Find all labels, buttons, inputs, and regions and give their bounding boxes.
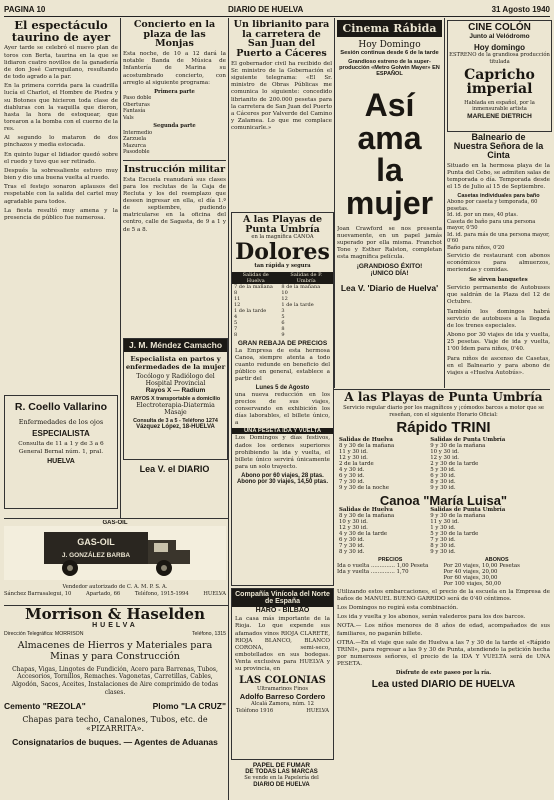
ad-city: HUELVA bbox=[306, 707, 329, 714]
list-item: Id. id. por un mes, 40 ptas. bbox=[447, 212, 518, 219]
paragraph: Ayer tarde se celebró el nuevo plan de toros con Berta, taurina en la que se lidiaron cuatro novillos de la ganadería de don José Carreguilano, resultando de todo agrado a la par. bbox=[4, 45, 118, 81]
truck-sign: J. GONZÁLEZ BARBA bbox=[61, 552, 131, 559]
program-item: Pasodoble bbox=[123, 149, 150, 156]
ad-line: Junto al Velódromo bbox=[469, 33, 530, 41]
ad-city: HUELVA bbox=[47, 457, 75, 465]
program-item: Oberturas bbox=[123, 101, 150, 108]
paragraph: Los ida y vuelta y los abonos, serán valederos para los dos barcos. bbox=[337, 614, 526, 621]
abono-item: Por 20 viajes, 10,00 Pesetas bbox=[443, 562, 520, 569]
program-item: Vals bbox=[123, 114, 134, 121]
ad-line: Almacenes de Hierros y Materiales para Minas y para Construcción bbox=[17, 639, 213, 662]
price-item: Ida y vuelta .............. 1,70 bbox=[337, 568, 409, 575]
boat-name: Canoa "María Luisa" bbox=[379, 492, 508, 508]
ad-line: Alcalá Zamora, núm. 12 bbox=[251, 701, 314, 708]
paragraph: una nueva reducción en los precios de sus viajes, conservando en exhibición los días laborables, el billete único, a bbox=[235, 391, 330, 427]
ad-price: UNA PESETA IDA Y VUELTA bbox=[232, 428, 333, 434]
ad-head: A las Playas de Punta Umbría bbox=[242, 214, 323, 235]
paragraph: Servicio de restaurant con abonos económicos para almuerzos, meriendas y comidas. bbox=[447, 253, 550, 274]
ad-line: Hoy domingo bbox=[473, 43, 526, 53]
ad-apartado: Apartado, 66 bbox=[86, 590, 121, 597]
ad-line: Chapas, Vigas, Lingotes de Fundición, Acero para Barrenas, Tubos, Accesorios, Tornillos, Remaches. Vagonetas, Carretillas, Cables, Algodón, Sacos, Aceites, Instalaciones de Aire comprimido de todas clases. bbox=[11, 665, 219, 697]
ad-head: Balneario de bbox=[471, 133, 526, 142]
ad-coello bbox=[4, 395, 118, 509]
film-title: Capricho imperial bbox=[464, 67, 535, 98]
paragraph: El gobernador civil ha recibido del Sr. ministro de la Gobernación el siguiente telegrama: «El Sr. ministro de Obras Públicas me comunica lo siguiente: concedido librianito de 200.000 pesetas para la carretera de San Juan del Puerto a Cáceres por Valverde del Camino y Zalamea. Lo que me complace comunicarle.» bbox=[231, 60, 332, 132]
schedule-table: Salidas de Huelva Salidas de Punta Umbría 8 y 30 de la mañana 9 y 30 de la mañana 11 y 30 id. 10 y 30 id. 12 y 30 id. 12 y 30 id. 2 de la tarde 2 y 30 de la tarde 4 y 30 id. 5 y 30 id. 6 y 30 id. 6 y 30 id. 7 y 30 id. 8 y 30 id. 9 y 30 de la noche 9 y 30 id. bbox=[339, 436, 506, 491]
paragraph: Situado en la hermosa playa de la Punta del Cebo, se admiten salas de temporada o día. Temporada desde el 15 de Julio al 15 de Septiembre. bbox=[447, 162, 550, 190]
ad-cine-colon bbox=[447, 20, 552, 132]
ad-line: ¡GRANDIOSO ÉXITO! bbox=[356, 263, 423, 271]
program-item: Intermedio bbox=[123, 129, 153, 136]
paragraph: Esta noche, de 10 a 12 dará la notable Banda de Música de Infantería de Marina su acostumbrado concierto, con arreglo al siguiente programa: bbox=[123, 51, 226, 86]
ad-store: LAS COLONIAS bbox=[239, 674, 326, 686]
ad-line: Consulta de 11 a 1 y de 3 a 6 bbox=[18, 440, 104, 447]
ad-line: Masaje bbox=[164, 408, 187, 416]
ad-line: RAYOS X transportable a domicilio bbox=[130, 395, 221, 402]
ad-line: Lunes 5 de Agosto bbox=[255, 384, 310, 391]
ad-line: Hablada en español, por la inmensurable artista bbox=[464, 99, 535, 113]
ad-line: Ultramarinos Finos bbox=[257, 685, 308, 692]
ad-telegraph: Dirección Telegráfica: MORRISON bbox=[4, 631, 84, 638]
ad-line: Vendedor autorizado de C. A. M. P. S. A. bbox=[62, 584, 168, 590]
paragraph: Los Domingos no regirá esta combinación. bbox=[337, 605, 459, 612]
cinema-name: Rábida bbox=[393, 22, 437, 35]
truck-icon bbox=[4, 526, 226, 580]
program-item: Zarzuela bbox=[123, 136, 147, 143]
ad-dolores bbox=[231, 212, 334, 586]
ad-line: Casetas individuales para baño bbox=[457, 193, 540, 200]
ad-head: GAS-OIL bbox=[102, 520, 128, 526]
paragraph: Después la sobresaliente estuvo muy bien y dio una buena vuelta al ruedo. bbox=[4, 167, 118, 182]
ad-line: Consulta de 3 a 5 - Teléfono 1274 bbox=[133, 417, 218, 424]
paragraph: La fiesta resultó muy amena y la presencia de público fue numerosa. bbox=[4, 207, 118, 221]
paragraph: También los domingos habrá servicio de autobuses a la llegada de los trenes especiales. bbox=[447, 308, 550, 329]
boat-name: Dolores bbox=[235, 238, 330, 265]
ad-line: Consignatarios de buques. — Agentes de Aduanas bbox=[12, 736, 218, 747]
ad-sub: en la magnífica CANOA bbox=[251, 234, 314, 241]
list-item: Caseta de baño para una persona mayor, 0'50 bbox=[447, 218, 536, 232]
paragraph: Joan Crawford se nos presenta nuevamente, en un papel jamás superado por ella misma. Franchot Tone y Esther Ralston, completan esta magnífica película. bbox=[337, 225, 442, 261]
ad-line: ESTRENO de la grandiosa producción titulada bbox=[449, 52, 550, 65]
ad-line: Enfermedades de los ojos bbox=[18, 417, 104, 426]
ad-line: ESPECIALISTA bbox=[32, 428, 90, 438]
ad-sub: Servicio regular diario por los magníficos y ¡cómodos barcos a motor que se reseñan, con el siguiente Horario Oficial: bbox=[343, 405, 544, 418]
ad-phone: Teléfono, 1915-1994 bbox=[134, 590, 189, 597]
ad-line: Tocólogo y Radiólogo del Hospital Provincial bbox=[136, 372, 215, 387]
list-item: Baño para niños, 0'20 bbox=[447, 244, 505, 251]
lea-diario: Lea V. 'Diario de Huelva' bbox=[340, 283, 439, 294]
abono-item: Por 60 viajes, 30,00 bbox=[443, 574, 498, 581]
masthead: DIARIO DE HUELVA bbox=[228, 5, 304, 14]
ad-line: MARLENE DIETRICH bbox=[467, 112, 532, 120]
ad-line: ¡UNICO DÍA! bbox=[370, 270, 409, 278]
page-header bbox=[4, 2, 550, 17]
ad-line: Especialista en partos y enfermedades de la mujer bbox=[125, 354, 226, 371]
ad-line: Se sirven banquetes bbox=[469, 276, 528, 283]
cinema-label: Cinema bbox=[342, 22, 390, 35]
paragraph: Los Domingos y días festivos, dados los ordenes superiores prohibiendo la ida y vuelta, el billete único servirá únicamente para un solo trayecto. bbox=[235, 435, 330, 470]
schedule-table: Salidas de Huelva Salidas de Punta Umbría 8 y 30 de la mañana 9 y 30 de la mañana 10 y 30 id. 11 y 30 id. 12 y 30 id. 1 y 30 id. 4 y 30 de la tarde 5 y 30 de la tarde 6 y 30 id. 7 y 30 id. 7 y 30 id. 8 y 30 id. 8 y 30 id. 9 y 30 id. bbox=[339, 506, 506, 555]
program-item: Fantasía bbox=[123, 108, 146, 115]
cinema-name: CINE COLÓN bbox=[468, 22, 531, 33]
column-concert bbox=[123, 20, 226, 250]
ad-head: A las Playas de Punta Umbría bbox=[344, 391, 543, 404]
paragraph: En quinto lugar el lidiador quedó sobre el ruedo y tuvo que ser retirado. bbox=[4, 151, 118, 165]
ad-city: HUELVA bbox=[203, 590, 226, 597]
ad-balneario bbox=[447, 133, 550, 388]
column-bullfight bbox=[4, 20, 118, 380]
article-title: Concierto en la plaza de las Monjas bbox=[133, 20, 216, 50]
ad-mendez bbox=[123, 338, 228, 460]
ad-price: Abono por 30 viajes, 14,50 ptas. bbox=[236, 479, 329, 486]
ad-line: Chapas para techo, Canalones, Tubos, etc. de «PIZARRITA». bbox=[22, 714, 208, 733]
abono-item: Por 100 viajes, 50,00 bbox=[443, 580, 501, 587]
ad-line: Adolfo Barreso Cordero bbox=[239, 692, 326, 702]
ad-line: Rayos X — Radium bbox=[145, 386, 206, 394]
article-title: Un librianito para la carretera de San Juan del Puerto a Cáceres bbox=[233, 20, 330, 60]
ad-line: HARO - BILBAO bbox=[255, 607, 310, 615]
ad-line: Hoy Domingo bbox=[358, 40, 421, 50]
film-title: mujer bbox=[345, 184, 434, 221]
page-date: 31 Agosto 1940 bbox=[491, 5, 550, 14]
ad-tag: tan rápida y segura bbox=[254, 263, 311, 270]
ad-line: Disfrute de este paseo por la ría. bbox=[395, 670, 492, 677]
ad-phone: Teléfono, 1315 bbox=[191, 631, 226, 638]
ad-cinema-rabida bbox=[337, 20, 442, 390]
lea-diario: Lea usted DIARIO DE HUELVA bbox=[371, 678, 516, 690]
film-title: Así bbox=[364, 87, 415, 123]
ad-product: Plomo "LA CRUZ" bbox=[152, 700, 226, 711]
film-title: la bbox=[376, 152, 403, 189]
paragraph: La Empresa de esta hermosa Canoa, siempre atenta a todo cuanto redunde en beneficio del público en general, establece a partir del bbox=[235, 347, 330, 383]
paragraph: Servicio permanente de Autobuses que saldrán de la Plaza del 12 de Octubre. bbox=[447, 285, 550, 306]
ad-name: Nuestra Señora de la Cinta bbox=[453, 141, 544, 161]
abono-item: Por 40 viajes, 20,00 bbox=[443, 568, 498, 575]
prices-head: PRECIOS bbox=[378, 556, 403, 563]
paragraph: Al segundo lo mataron de dos pinchazos y media estocada. bbox=[4, 135, 118, 149]
article-title: Instrucción militar bbox=[123, 163, 226, 175]
ad-name: Compañía Vinícola del Norte de España bbox=[232, 589, 333, 607]
paragraph: OTRA.—En el viaje que sale de Huelva a las 7 y 30 de la tarde el «Rápido TRINI», para regresar a las 9 y 30 de Punta, atendiendo la petición hecha por numerosos señores, el precio de la IDA Y VUELTA será de UNA PESETA. bbox=[337, 639, 550, 668]
ad-compania bbox=[231, 588, 334, 760]
ad-name: J. M. Méndez Camacho bbox=[124, 339, 227, 352]
paragraph: Utilizando estos embarcaciones, el precio de la escuela en la Empresa de baños de MANUEL BUENO GARRIDO será de 0'40 céntimos. bbox=[337, 588, 550, 602]
truck-sign: GAS-OIL bbox=[77, 537, 115, 547]
ad-line: GRAN REBAJA DE PRECIOS bbox=[237, 339, 328, 347]
paragraph: Para niños de ascenso de Casetas, en el Balneario y para abono de viajes a «Huelva Autobús». bbox=[447, 355, 550, 376]
ad-line: Sesión continua desde 6 de la tarde bbox=[340, 50, 439, 56]
paragraph: Tras el festejo sonaron aplausos del respetable con la salida del cartel muy agradable para todos. bbox=[4, 184, 118, 205]
price-item: Ida o vuelta .............. 1,00 Peseta bbox=[337, 562, 429, 569]
schedule-table: Salidas de Huelva Salidas de P. Umbría 7 de la mañana 8 de la mañana 8 10 11 12 12 1 de la tarde 1 de la tarde 3 4 5 5 6 7 8 8 9 bbox=[232, 272, 333, 338]
paragraph: Abono por 30 viajes de ida y vuelta, 25 pesetas. Viaje de ida y vuelta, 1'00 Ídem para niños, 0'40. bbox=[447, 332, 550, 353]
article-title: El espectáculo taurino de ayer bbox=[11, 20, 111, 44]
ad-name: Morrison & Haselden bbox=[25, 607, 205, 623]
ad-city: HUELVA bbox=[92, 622, 138, 630]
ad-line: Vázquez López, 18-HUELVA bbox=[136, 423, 215, 430]
program-item: Mazurca bbox=[123, 142, 146, 149]
ad-gasoil bbox=[4, 520, 226, 604]
ad-product: Cemento "REZOLA" bbox=[4, 700, 86, 711]
ad-papel: PAPEL DE FUMAR DE TODAS LAS MARCAS Se vende en la Papelería del DIARIO DE HUELVA bbox=[244, 762, 319, 788]
list-item: Id. id. para más de una persona mayor, 0'60 bbox=[447, 231, 550, 245]
paragraph: Esta Escuela reanudará sus clases para los reclutas de la Caja de Recluta y los del reemplazo que deseen ingresar en ella, el día 1.º de septiembre, pudiendo matricularse en la oficina del centro, calle de Sagasta, de 9 a 1 y de 5 a 8. bbox=[123, 176, 226, 233]
ad-line: Electroterapia-Diatermia bbox=[136, 401, 215, 409]
lea-diario: Lea V. el DIARIO bbox=[139, 465, 210, 474]
ad-line: General Bernal núm. 1, pral. bbox=[18, 448, 104, 455]
paragraph: La casa más importante de la Rioja. Lo que expende sus afamados vinos RIOJA CLARETE, RIOJA BLANCO, BLANCO CORONA, semi-seco, embotellados en sus bodegas. Venta exclusiva para HUELVA y su provincia, en bbox=[235, 616, 330, 673]
list-item: Abono por caseta y temporada, 60 pesetas. bbox=[447, 199, 538, 212]
ad-price: Abono por 60 viajes, 28 ptas. bbox=[241, 473, 324, 480]
ad-morrison bbox=[4, 607, 226, 797]
ad-phone: Teléfono 1916 bbox=[236, 707, 274, 714]
page-number: PAGINA 10 bbox=[4, 5, 46, 14]
program-item: Paso doble bbox=[123, 95, 152, 102]
paragraph: En la primera corrida para la cuadrilla lucía el Charlot, el Hombre de Piedra y su Botones que hicieron toda clase de diabluras con la vaquilla que dieron, hasta la hora de estoquear, que torearon a la bomba con el cuerno de la res. bbox=[4, 83, 118, 133]
paragraph: NOTA.— Los niños menores de 8 años de edad, acompañados de sus familiares, no pagarán billete. bbox=[337, 623, 550, 637]
abonos-head: ABONOS bbox=[484, 556, 509, 563]
film-title: ama bbox=[357, 119, 422, 156]
ad-punta-umbria-boats bbox=[337, 391, 550, 796]
program-part: Segunda parte bbox=[153, 123, 196, 130]
ad-address: Sánchez Barrasalegui, 10 bbox=[4, 590, 72, 597]
column-carretera bbox=[231, 20, 332, 192]
ad-name: R. Coello Vallarino bbox=[14, 401, 108, 413]
boat-name: Rápido TRINI bbox=[396, 419, 491, 437]
program-part: Primera parte bbox=[154, 88, 195, 95]
ad-line: Grandioso estreno de la super-producción «Metro Golwin Mayer» EN ESPAÑOL bbox=[339, 59, 440, 77]
